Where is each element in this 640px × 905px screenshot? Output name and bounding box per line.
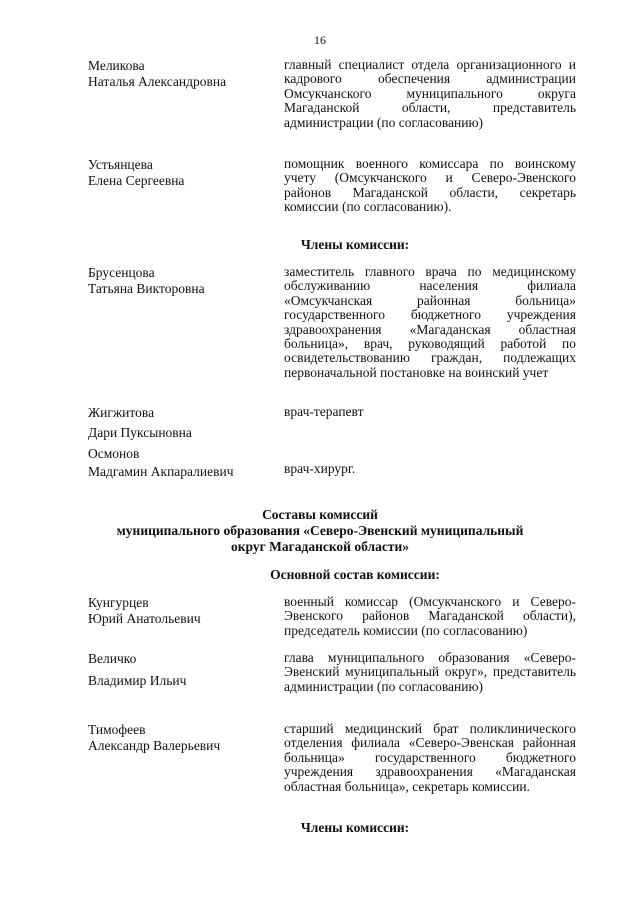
person-surname: Кунгурцев: [88, 595, 149, 610]
person-role: заместитель главного врача по медицинскому обслуживанию населения филиала «Омсукчанская районная больница» государственного бюджетного учреждения здравоохранения «Магаданская областная больница», врач, руководящий работой по освидетельствованию граждан, подлежащих первоначальной постановке на воинский учет: [284, 264, 576, 380]
person-role: старший медицинский брат поликлинического отделения филиала «Северо-Эвенская районная больница» государственного бюджетного учреждения здравоохранения «Магаданская областная больница», секретарь комиссии.: [284, 721, 576, 794]
section-title-line: Составы комиссий: [262, 507, 378, 522]
person-name: [88, 722, 278, 754]
person-name: [88, 265, 278, 297]
person-given-name: Юрий Анатольевич: [88, 611, 201, 626]
person-role: главный специалист отдела организационного и кадрового обеспечения администрации Омсукчанского муниципального округа Магаданской области, представитель администрации (по согласованию): [284, 57, 576, 130]
person-surname: Осмонов: [88, 446, 140, 461]
person-name: [88, 58, 278, 90]
section-title: [0, 507, 640, 555]
person-given-name: Мадгамин Акпаралиевич: [88, 464, 234, 479]
person-surname: Жигжитова: [88, 405, 155, 420]
person-given-name: Александр Валерьевич: [88, 738, 221, 753]
person-given-name: Дари Пуксыновна: [88, 425, 192, 440]
section-title-line: муниципального образования «Северо-Эвенский муниципальный: [116, 523, 524, 538]
members-heading-2: Члены комиссии:: [300, 820, 410, 835]
members-heading: Члены комиссии:: [300, 237, 410, 252]
person-surname: Тимофеев: [88, 722, 146, 737]
person-name: [88, 595, 278, 627]
person-role: военный комиссар (Омсукчанского и Северо-Эвенского районов Магаданской области), председатель комиссии (по согласованию): [284, 594, 576, 638]
person-role: врач-терапевт: [284, 404, 364, 419]
person-name: [88, 405, 278, 441]
person-surname: Брусенцова: [88, 265, 155, 280]
person-given-name: Татьяна Викторовна: [88, 281, 205, 296]
person-surname: Меликова: [88, 58, 145, 73]
person-given-name: Владимир Ильич: [88, 673, 187, 688]
page-number: 16: [314, 33, 326, 47]
person-role: глава муниципального образования «Северо-Эвенский муниципальный округ», представитель администрации (по согласованию): [284, 650, 576, 694]
person-surname: Величко: [88, 651, 137, 666]
person-name: [88, 651, 278, 689]
section-title-line: округ Магаданской области»: [231, 539, 409, 554]
person-given-name: Елена Сергеевна: [88, 173, 185, 188]
person-role: врач-хирург.: [284, 461, 356, 476]
person-role: помощник военного комиссара по воинскому учету (Омсукчанского и Северо-Эвенского районов Магаданской области, секретарь комиссии (по согласованию).: [284, 156, 576, 215]
person-given-name: Наталья Александровна: [88, 74, 227, 89]
main-composition-heading: Основной состав комиссии:: [270, 567, 440, 582]
person-surname: Устьянцева: [88, 157, 153, 172]
person-name: [88, 446, 278, 480]
person-name: [88, 157, 278, 189]
